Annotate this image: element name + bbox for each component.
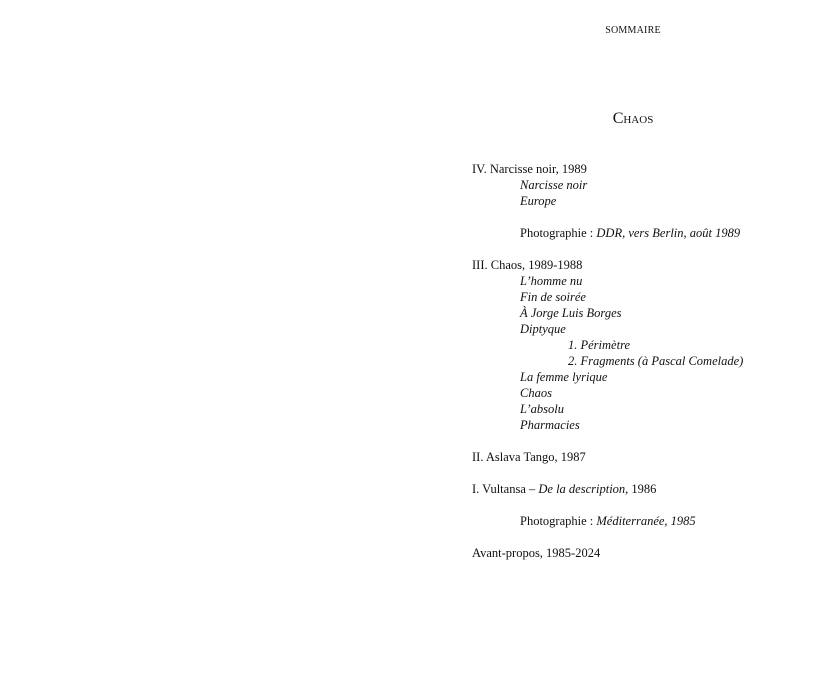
toc-item: Pharmacies	[520, 418, 580, 432]
toc-photo-entry	[472, 225, 812, 241]
page-title: Chaos	[612, 110, 654, 127]
toc-item: Diptyque	[520, 322, 566, 336]
photo-caption: DDR, vers Berlin, août 1989	[596, 226, 741, 240]
toc-item: À Jorge Luis Borges	[520, 306, 622, 320]
toc-item: La femme lyrique	[520, 370, 608, 384]
toc-part-i	[472, 481, 812, 497]
table-of-contents	[472, 161, 812, 561]
photo-prefix: Photographie :	[520, 226, 597, 240]
photo-caption: Méditerranée, 1985	[596, 514, 696, 528]
running-header: SOMMAIRE	[605, 25, 661, 36]
part-i-italic-title: De la description	[538, 482, 626, 496]
toc-part-iii: III. Chaos, 1989-1988	[472, 258, 583, 272]
toc-item: Europe	[520, 194, 557, 208]
toc-subitem: 1. Périmètre	[568, 338, 631, 352]
toc-photo-entry	[472, 513, 812, 529]
part-i-prefix: I. Vultansa –	[472, 482, 539, 496]
toc-part-ii: II. Aslava Tango, 1987	[472, 450, 586, 464]
toc-item: L’homme nu	[520, 274, 583, 288]
toc-item: L’absolu	[520, 402, 564, 416]
photo-prefix: Photographie :	[520, 514, 597, 528]
toc-subitem: 2. Fragments (à Pascal Comelade)	[568, 354, 744, 368]
toc-part-iv: IV. Narcisse noir, 1989	[472, 162, 587, 176]
part-i-suffix: , 1986	[625, 482, 657, 496]
toc-item: Fin de soirée	[520, 290, 586, 304]
toc-foreword: Avant-propos, 1985-2024	[472, 546, 601, 560]
toc-item: Narcisse noir	[520, 178, 588, 192]
toc-item: Chaos	[520, 386, 552, 400]
